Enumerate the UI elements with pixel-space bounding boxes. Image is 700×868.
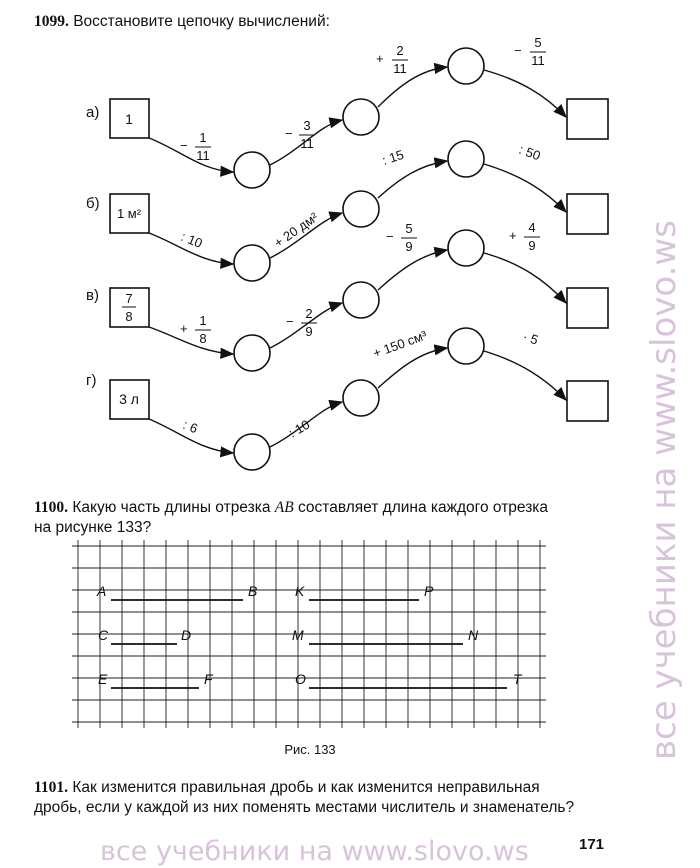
operation-label	[180, 130, 211, 163]
point-label: N	[468, 627, 479, 643]
chain-row-a	[86, 35, 608, 188]
empty-circle	[234, 245, 270, 281]
chain-arrow	[149, 327, 233, 354]
point-label: D	[181, 627, 192, 643]
operation-label	[386, 221, 417, 254]
empty-circle	[343, 282, 379, 318]
operation-label: : 6	[180, 416, 200, 437]
svg-text:3: 3	[303, 118, 311, 133]
empty-circle	[234, 434, 270, 470]
empty-circle	[234, 152, 270, 188]
point-label: E	[98, 671, 108, 687]
start-numerator: 7	[125, 291, 133, 306]
svg-text:11: 11	[531, 53, 545, 68]
empty-circle	[448, 328, 484, 364]
svg-text:8: 8	[199, 331, 207, 346]
row-label: а)	[86, 104, 100, 121]
chain-arrow	[484, 351, 566, 400]
operation-label	[285, 118, 315, 151]
point-labels	[96, 583, 523, 687]
chain-arrow	[484, 253, 566, 303]
svg-text:1: 1	[199, 130, 207, 145]
start-value: 1 м²	[116, 206, 142, 221]
operation-label	[286, 306, 317, 339]
empty-circle	[448, 141, 484, 177]
start-denominator: 8	[125, 309, 133, 324]
operation-label: : 10	[286, 416, 313, 441]
svg-text:+: +	[376, 51, 384, 66]
start-value: 3 л	[119, 391, 139, 407]
problem-number: 1099.	[34, 13, 69, 30]
svg-text:−: −	[286, 314, 294, 329]
operation-label: : 10	[178, 228, 205, 251]
svg-text:4: 4	[528, 220, 536, 235]
chain-arrow	[378, 250, 447, 290]
svg-text:2: 2	[305, 306, 313, 321]
problem-1101-text: 1101. Как изменится правильная дробь и как изменится неправильная дробь, если у каждой из них поменять местами числитель и знаменатель?	[34, 779, 575, 816]
operation-label: · 5	[521, 328, 541, 348]
operation-label	[514, 35, 546, 68]
result-box	[567, 99, 608, 139]
watermark-bottom: все учебники на www.slovo.ws	[100, 836, 529, 867]
chain-arrow	[149, 138, 233, 172]
empty-circle	[448, 48, 484, 84]
result-box	[567, 381, 608, 421]
svg-text:9: 9	[528, 238, 536, 253]
svg-text:−: −	[180, 138, 188, 153]
operation-label: : 50	[516, 141, 543, 164]
segment-name: AB	[274, 499, 294, 516]
svg-text:11: 11	[196, 148, 210, 163]
svg-text:1: 1	[199, 313, 207, 328]
point-label: O	[295, 671, 306, 687]
empty-circle	[343, 99, 379, 135]
segments	[111, 600, 507, 688]
point-label: P	[424, 583, 434, 599]
operation-label: : 15	[380, 146, 406, 168]
empty-circle	[343, 191, 379, 227]
operation-label: + 150 см³	[370, 327, 429, 361]
chain-row-v	[86, 220, 608, 371]
operation-label: + 20 дм²	[271, 209, 321, 251]
svg-text:5: 5	[405, 221, 413, 236]
row-label: б)	[86, 195, 100, 212]
svg-text:11: 11	[393, 61, 407, 76]
svg-text:−: −	[386, 229, 394, 244]
point-label: M	[292, 627, 304, 643]
svg-text:9: 9	[305, 324, 313, 339]
problem-1100-text: 1100. Какую часть длины отрезка AB составляет длина каждого отрезка на рисунке 133?	[34, 499, 549, 536]
svg-text:−: −	[514, 43, 522, 58]
result-box	[567, 288, 608, 328]
point-label: C	[98, 627, 109, 643]
chain-row-b	[86, 141, 608, 281]
svg-text:+: +	[509, 228, 517, 243]
start-value: 1	[125, 111, 133, 127]
watermark-vertical: все учебники на www.slovo.ws	[644, 220, 684, 760]
operation-label	[509, 220, 540, 253]
point-label: A	[97, 583, 107, 599]
figure-133-grid	[72, 540, 552, 740]
problem-number: 1101.	[34, 779, 69, 796]
row-label: г)	[86, 372, 97, 389]
svg-text:+: +	[180, 321, 188, 336]
chain-row-g	[86, 327, 608, 470]
figure-caption: Рис. 133	[284, 742, 336, 757]
problem-number: 1100.	[34, 499, 69, 516]
operation-label	[376, 43, 408, 76]
result-box	[567, 194, 608, 234]
point-label: B	[248, 583, 258, 599]
chain-arrow	[378, 67, 447, 107]
row-label: в)	[86, 287, 99, 304]
chain-arrow	[484, 70, 566, 117]
point-label: T	[513, 671, 522, 687]
svg-text:11: 11	[300, 136, 314, 151]
svg-text:2: 2	[396, 43, 404, 58]
chain-arrow	[484, 164, 566, 212]
empty-circle	[343, 380, 379, 416]
svg-text:−: −	[285, 126, 293, 141]
svg-text:5: 5	[534, 35, 542, 50]
point-label: F	[204, 671, 213, 687]
problem-text: Восстановите цепочку вычислений:	[73, 13, 330, 30]
page-number: 171	[579, 836, 605, 853]
point-label: K	[295, 583, 305, 599]
svg-text:9: 9	[405, 239, 413, 254]
empty-circle	[448, 230, 484, 266]
empty-circle	[234, 335, 270, 371]
